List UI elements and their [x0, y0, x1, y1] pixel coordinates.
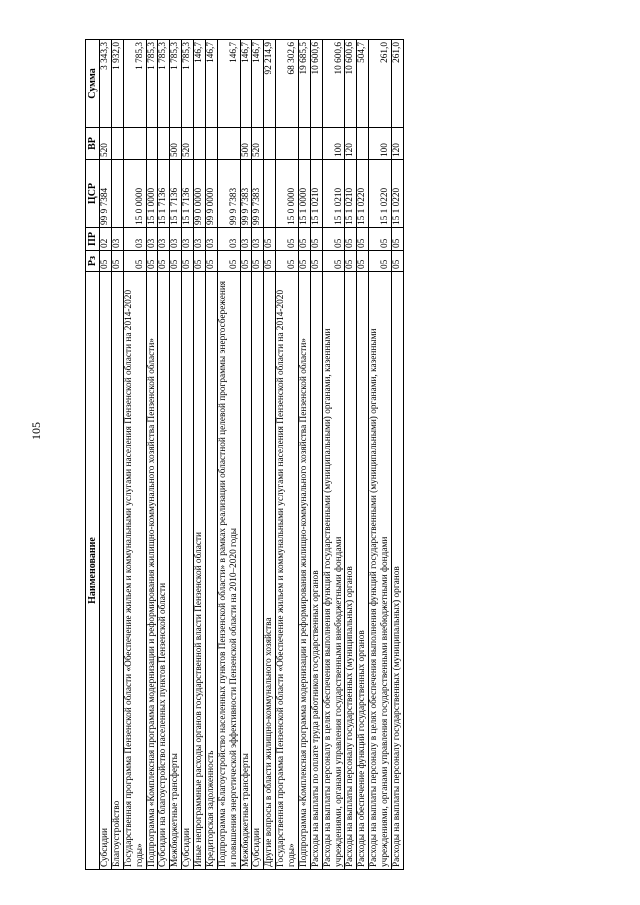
cell-rz: 05	[369, 251, 392, 272]
table-row	[252, 40, 264, 870]
table-row	[170, 40, 182, 870]
cell-pr: 03	[123, 228, 146, 251]
table-body	[100, 40, 404, 870]
cell-name: Субсидии	[100, 272, 112, 870]
cell-pr: 05	[310, 228, 322, 251]
table-row	[298, 40, 310, 870]
cell-rz: 05	[357, 251, 369, 272]
cell-rz: 05	[252, 251, 264, 272]
cell-name: Другие вопросы в области жилищно-коммунального хозяйства	[264, 272, 276, 870]
table-row	[194, 40, 206, 870]
cell-name: Подпрограмма «Комплексная программа модернизации и реформирования жилищно-коммунального хозяйства Пензенской области»	[298, 272, 310, 870]
cell-rz: 05	[100, 251, 112, 272]
table-row	[217, 40, 240, 870]
cell-vr: 120	[391, 128, 403, 160]
cell-vr	[194, 128, 206, 160]
cell-sum: 261,0	[369, 40, 392, 128]
cell-csr: 99 9 0000	[205, 160, 217, 228]
cell-csr: 15 0 0000	[123, 160, 146, 228]
cell-vr	[111, 128, 123, 160]
cell-pr: 05	[298, 228, 310, 251]
cell-sum: 19 685,5	[298, 40, 310, 128]
cell-csr: 99 9 7384	[100, 160, 112, 228]
cell-pr: 05	[264, 228, 276, 251]
cell-csr: 99 9 7383	[217, 160, 240, 228]
cell-pr: 03	[240, 228, 252, 251]
table-row	[158, 40, 170, 870]
cell-csr: 99 0 0000	[194, 160, 206, 228]
cell-sum: 1 785,3	[123, 40, 146, 128]
cell-name: Субсидии на благоустройство населенных пунктов Пензенской области	[158, 272, 170, 870]
cell-rz: 05	[391, 251, 403, 272]
cell-pr: 05	[276, 228, 299, 251]
table-row	[205, 40, 217, 870]
cell-sum: 68 302,6	[276, 40, 299, 128]
cell-sum: 1 785,3	[182, 40, 194, 128]
cell-pr: 05	[369, 228, 392, 251]
cell-vr	[264, 128, 276, 160]
cell-sum: 146,7	[252, 40, 264, 128]
cell-name: Подпрограмма «Комплексная программа модернизации и реформирования жилищно-коммунального хозяйства Пензенской области»	[146, 272, 158, 870]
table-row	[357, 40, 369, 870]
cell-sum: 10 600,6	[310, 40, 322, 128]
cell-sum: 261,0	[391, 40, 403, 128]
cell-rz: 05	[205, 251, 217, 272]
header-csr: ЦСР	[86, 160, 100, 228]
cell-rz: 05	[345, 251, 357, 272]
cell-csr: 15 1 0000	[146, 160, 158, 228]
cell-pr: 03	[111, 228, 123, 251]
cell-sum: 146,7	[194, 40, 206, 128]
cell-sum: 146,7	[240, 40, 252, 128]
table-row	[276, 40, 299, 870]
cell-rz: 05	[182, 251, 194, 272]
cell-name: Государственная программа Пензенской области «Обеспечение жильем и коммунальными услугами населения Пензенской области на 2014-2020 годы»	[276, 272, 299, 870]
cell-sum: 1 785,3	[146, 40, 158, 128]
cell-vr: 520	[182, 128, 194, 160]
cell-vr	[298, 128, 310, 160]
cell-rz: 05	[170, 251, 182, 272]
cell-csr: 15 1 0210	[345, 160, 357, 228]
cell-vr	[357, 128, 369, 160]
table-row	[182, 40, 194, 870]
cell-rz: 05	[322, 251, 345, 272]
cell-rz: 05	[276, 251, 299, 272]
cell-pr: 03	[158, 228, 170, 251]
cell-pr: 05	[357, 228, 369, 251]
cell-vr	[158, 128, 170, 160]
cell-sum: 10 600,6	[322, 40, 345, 128]
cell-vr: 100	[322, 128, 345, 160]
cell-pr: 03	[205, 228, 217, 251]
header-rz: Рз	[86, 251, 100, 272]
table-header-row	[86, 40, 100, 870]
cell-vr: 500	[170, 128, 182, 160]
cell-sum: 92 214,9	[264, 40, 276, 128]
cell-csr: 15 1 0220	[357, 160, 369, 228]
cell-csr: 15 0 0000	[276, 160, 299, 228]
cell-csr: 15 1 0220	[391, 160, 403, 228]
cell-sum: 3 343,3	[100, 40, 112, 128]
cell-rz: 05	[264, 251, 276, 272]
header-name: Наименование	[86, 272, 100, 870]
cell-name: Субсидии	[182, 272, 194, 870]
cell-sum: 1 785,3	[170, 40, 182, 128]
table-row	[123, 40, 146, 870]
cell-vr: 500	[240, 128, 252, 160]
cell-rz: 05	[298, 251, 310, 272]
cell-pr: 03	[217, 228, 240, 251]
cell-rz: 05	[240, 251, 252, 272]
cell-name: Расходы на выплаты по оплате труда работников государственных органов	[310, 272, 322, 870]
cell-pr: 03	[252, 228, 264, 251]
rotated-table-sheet	[85, 40, 559, 870]
cell-sum: 146,7	[217, 40, 240, 128]
table-row	[310, 40, 322, 870]
table-row	[146, 40, 158, 870]
cell-sum: 504,7	[357, 40, 369, 128]
table-row	[345, 40, 357, 870]
header-sum: Сумма	[86, 40, 100, 128]
cell-vr	[310, 128, 322, 160]
cell-csr: 15 1 7136	[170, 160, 182, 228]
cell-name: Подпрограмма «Благоустройство населенных пунктов Пензенской области» в рамках реализации областной целевой программы энергосбережения и повышения энергетической эффективности Пензенской области на 2010–2020 годы	[217, 272, 240, 870]
cell-rz: 05	[123, 251, 146, 272]
cell-pr: 05	[322, 228, 345, 251]
cell-sum: 1 932,0	[111, 40, 123, 128]
cell-vr	[205, 128, 217, 160]
cell-pr: 05	[345, 228, 357, 251]
cell-pr: 03	[194, 228, 206, 251]
cell-sum: 10 600,6	[345, 40, 357, 128]
cell-name: Благоустройство	[111, 272, 123, 870]
table-row	[111, 40, 123, 870]
cell-name: Расходы на выплаты персоналу государственных (муниципальных) органов	[345, 272, 357, 870]
cell-csr: 15 1 0210	[322, 160, 345, 228]
cell-vr	[146, 128, 158, 160]
cell-rz: 05	[217, 251, 240, 272]
cell-name: Государственная программа Пензенской области «Обеспечение жильем и коммунальными услугами населения Пензенской области на 2014-2020 годы»	[123, 272, 146, 870]
table-row	[322, 40, 345, 870]
cell-csr: 15 1 0210	[310, 160, 322, 228]
cell-rz: 05	[194, 251, 206, 272]
cell-name: Расходы на выплаты персоналу государственных (муниципальных) органов	[391, 272, 403, 870]
cell-vr: 520	[252, 128, 264, 160]
table-row	[100, 40, 112, 870]
cell-rz: 05	[111, 251, 123, 272]
header-pr: ПР	[86, 228, 100, 251]
cell-pr: 05	[391, 228, 403, 251]
cell-rz: 05	[310, 251, 322, 272]
cell-csr	[264, 160, 276, 228]
cell-vr	[276, 128, 299, 160]
table-row	[264, 40, 276, 870]
cell-vr: 520	[100, 128, 112, 160]
cell-csr	[111, 160, 123, 228]
cell-name: Субсидии	[252, 272, 264, 870]
cell-csr: 15 1 7136	[158, 160, 170, 228]
cell-sum: 146,7	[205, 40, 217, 128]
cell-rz: 05	[146, 251, 158, 272]
cell-csr: 99 9 7383	[240, 160, 252, 228]
cell-pr: 03	[182, 228, 194, 251]
cell-sum: 1 785,3	[158, 40, 170, 128]
cell-csr: 15 1 7136	[182, 160, 194, 228]
cell-vr: 100	[369, 128, 392, 160]
cell-name: Межбюджетные трансферты	[170, 272, 182, 870]
cell-pr: 03	[146, 228, 158, 251]
cell-rz: 05	[158, 251, 170, 272]
cell-pr: 03	[170, 228, 182, 251]
cell-vr	[217, 128, 240, 160]
table-row	[240, 40, 252, 870]
header-vr: ВР	[86, 128, 100, 160]
cell-pr: 02	[100, 228, 112, 251]
table-row	[391, 40, 403, 870]
cell-csr: 15 1 0220	[369, 160, 392, 228]
cell-name: Расходы на обеспечение функций государственных органов	[357, 272, 369, 870]
cell-vr	[123, 128, 146, 160]
cell-name: Расходы на выплаты персоналу в целях обеспечения выполнения функций государственными (муниципальными) органами, казенными учреждениями, органами управления государственными внебюджетными фондами	[369, 272, 392, 870]
page-number: 105	[29, 422, 43, 440]
cell-name: Межбюджетные трансферты	[240, 272, 252, 870]
cell-name: Иные непрограммные расходы органов государственной власти Пензенской области	[194, 272, 206, 870]
table-row	[369, 40, 392, 870]
cell-csr: 15 1 0000	[298, 160, 310, 228]
cell-name: Расходы на выплаты персоналу в целях обеспечения выполнения функций государственными (муниципальными) органами, казенными учреждениями, органами управления государственными внебюджетными фондами	[322, 272, 345, 870]
cell-csr: 99 9 7383	[252, 160, 264, 228]
budget-table	[85, 39, 404, 870]
cell-vr: 120	[345, 128, 357, 160]
cell-name: Кредиторская задолженность	[205, 272, 217, 870]
